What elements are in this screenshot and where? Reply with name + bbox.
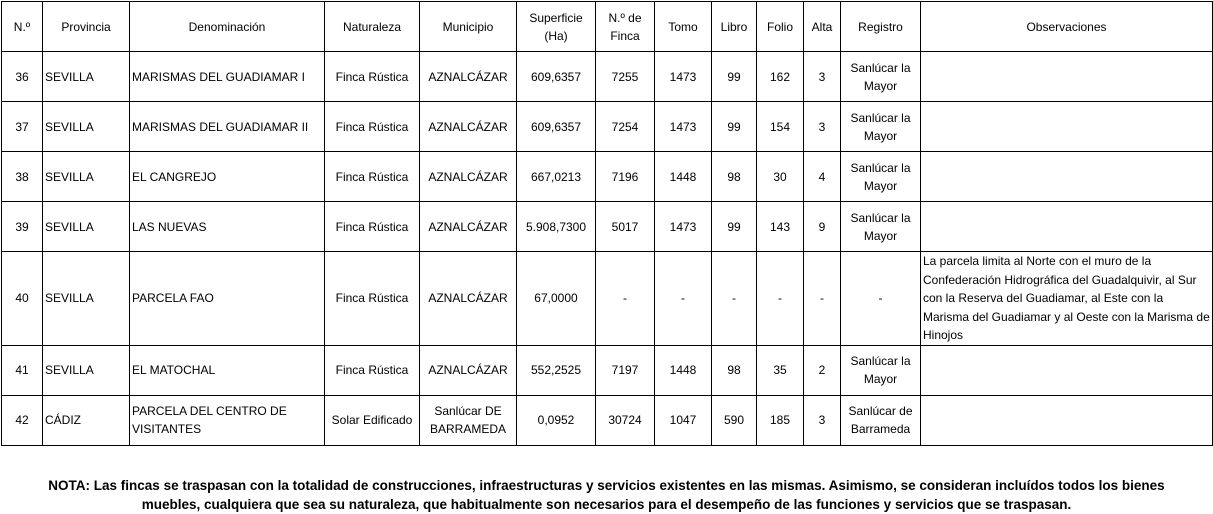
table-row [2, 152, 1213, 202]
cell-alta: 9 [804, 202, 841, 252]
cell-tomo: 1473 [655, 52, 712, 102]
cell-naturaleza: Finca Rústica [325, 252, 420, 346]
header-observaciones: Observaciones [921, 2, 1213, 52]
cell-alta: 2 [804, 345, 841, 395]
cell-superficie: 5.908,7300 [517, 202, 596, 252]
cell-tomo: 1448 [655, 152, 712, 202]
cell-libro: 99 [712, 52, 757, 102]
header-provincia: Provincia [43, 2, 130, 52]
cell-observaciones [921, 202, 1213, 252]
cell-num: 41 [2, 345, 43, 395]
cell-alta: 4 [804, 152, 841, 202]
cell-libro: 99 [712, 202, 757, 252]
cell-alta: 3 [804, 102, 841, 152]
cell-registro: Sanlúcar la Mayor [841, 52, 921, 102]
cell-num: 37 [2, 102, 43, 152]
cell-tomo: 1473 [655, 102, 712, 152]
cell-alta: - [804, 252, 841, 346]
cell-registro: Sanlúcar de Barrameda [841, 395, 921, 445]
cell-finca: - [596, 252, 655, 346]
cell-municipio: AZNALCÁZAR [420, 252, 517, 346]
cell-folio: 30 [757, 152, 804, 202]
cell-libro: 98 [712, 152, 757, 202]
cell-municipio: AZNALCÁZAR [420, 202, 517, 252]
cell-tomo: 1473 [655, 202, 712, 252]
cell-finca: 7196 [596, 152, 655, 202]
cell-folio: 143 [757, 202, 804, 252]
cell-provincia: SEVILLA [43, 152, 130, 202]
cell-registro: Sanlúcar la Mayor [841, 102, 921, 152]
cell-tomo: - [655, 252, 712, 346]
cell-libro: - [712, 252, 757, 346]
cell-folio: 162 [757, 52, 804, 102]
cell-denominacion: MARISMAS DEL GUADIAMAR I [130, 52, 325, 102]
cell-superficie: 552,2525 [517, 345, 596, 395]
cell-superficie: 0,0952 [517, 395, 596, 445]
cell-observaciones: La parcela limita al Norte con el muro de la Confederación Hidrográfica del Guadalquivir, al Sur con la Reserva del Guadiamar, al Este con la Marisma del Guadiamar y al Oeste con la Marisma de Hinojos [921, 252, 1213, 346]
cell-finca: 5017 [596, 202, 655, 252]
header-finca: N.º de Finca [596, 2, 655, 52]
table-row [2, 345, 1213, 395]
cell-municipio: Sanlúcar DE BARRAMEDA [420, 395, 517, 445]
cell-num: 36 [2, 52, 43, 102]
cell-superficie: 609,6357 [517, 52, 596, 102]
cell-alta: 3 [804, 395, 841, 445]
cell-finca: 7254 [596, 102, 655, 152]
cell-registro: Sanlúcar la Mayor [841, 202, 921, 252]
cell-registro: Sanlúcar la Mayor [841, 152, 921, 202]
cell-naturaleza: Solar Edificado [325, 395, 420, 445]
cell-folio: 35 [757, 345, 804, 395]
header-denominacion: Denominación [130, 2, 325, 52]
cell-registro: Sanlúcar la Mayor [841, 345, 921, 395]
cell-libro: 99 [712, 102, 757, 152]
header-superficie: Superficie (Ha) [517, 2, 596, 52]
table-row [2, 52, 1213, 102]
table-row [2, 395, 1213, 445]
cell-observaciones [921, 395, 1213, 445]
cell-finca: 7255 [596, 52, 655, 102]
header-tomo: Tomo [655, 2, 712, 52]
cell-superficie: 609,6357 [517, 102, 596, 152]
cell-num: 39 [2, 202, 43, 252]
header-libro: Libro [712, 2, 757, 52]
cell-provincia: SEVILLA [43, 52, 130, 102]
cell-observaciones [921, 102, 1213, 152]
cell-denominacion: EL CANGREJO [130, 152, 325, 202]
cell-naturaleza: Finca Rústica [325, 52, 420, 102]
cell-denominacion: EL MATOCHAL [130, 345, 325, 395]
cell-superficie: 67,0000 [517, 252, 596, 346]
cell-superficie: 667,0213 [517, 152, 596, 202]
cell-folio: 154 [757, 102, 804, 152]
cell-provincia: SEVILLA [43, 102, 130, 152]
cell-tomo: 1448 [655, 345, 712, 395]
header-alta: Alta [804, 2, 841, 52]
cell-observaciones [921, 345, 1213, 395]
cell-num: 38 [2, 152, 43, 202]
cell-folio: 185 [757, 395, 804, 445]
cell-naturaleza: Finca Rústica [325, 102, 420, 152]
cell-alta: 3 [804, 52, 841, 102]
cell-observaciones [921, 152, 1213, 202]
cell-provincia: CÁDIZ [43, 395, 130, 445]
cell-provincia: SEVILLA [43, 202, 130, 252]
cell-naturaleza: Finca Rústica [325, 202, 420, 252]
cell-tomo: 1047 [655, 395, 712, 445]
table-row [2, 202, 1213, 252]
cell-provincia: SEVILLA [43, 252, 130, 346]
cell-num: 42 [2, 395, 43, 445]
cell-denominacion: MARISMAS DEL GUADIAMAR II [130, 102, 325, 152]
header-num: N.º [2, 2, 43, 52]
cell-registro: - [841, 252, 921, 346]
cell-finca: 30724 [596, 395, 655, 445]
cell-naturaleza: Finca Rústica [325, 152, 420, 202]
cell-municipio: AZNALCÁZAR [420, 152, 517, 202]
cell-denominacion: PARCELA FAO [130, 252, 325, 346]
header-folio: Folio [757, 2, 804, 52]
header-registro: Registro [841, 2, 921, 52]
cell-denominacion: PARCELA DEL CENTRO DE VISITANTES [130, 395, 325, 445]
nota-line-1: NOTA: Las fincas se traspasan con la totalidad de construcciones, infraestructuras y servicios existentes en las mismas. Asimismo, se consideran incluídos todos los bienes [48, 478, 1165, 493]
header-naturaleza: Naturaleza [325, 2, 420, 52]
cell-finca: 7197 [596, 345, 655, 395]
nota-line-2: muebles, cualquiera que sea su naturaleza, que habitualmente son necesarios para el desempeño de las funciones y servicios que se traspasan. [141, 497, 1072, 512]
table-row [2, 102, 1213, 152]
cell-denominacion: LAS NUEVAS [130, 202, 325, 252]
cell-num: 40 [2, 252, 43, 346]
cell-folio: - [757, 252, 804, 346]
header-municipio: Municipio [420, 2, 517, 52]
cell-libro: 98 [712, 345, 757, 395]
cell-municipio: AZNALCÁZAR [420, 102, 517, 152]
nota-footnote [0, 476, 1213, 514]
header-row [2, 2, 1213, 52]
table-row [2, 252, 1213, 346]
cell-naturaleza: Finca Rústica [325, 345, 420, 395]
cell-libro: 590 [712, 395, 757, 445]
fincas-table [1, 1, 1213, 446]
cell-municipio: AZNALCÁZAR [420, 52, 517, 102]
cell-provincia: SEVILLA [43, 345, 130, 395]
cell-municipio: AZNALCÁZAR [420, 345, 517, 395]
cell-observaciones [921, 52, 1213, 102]
